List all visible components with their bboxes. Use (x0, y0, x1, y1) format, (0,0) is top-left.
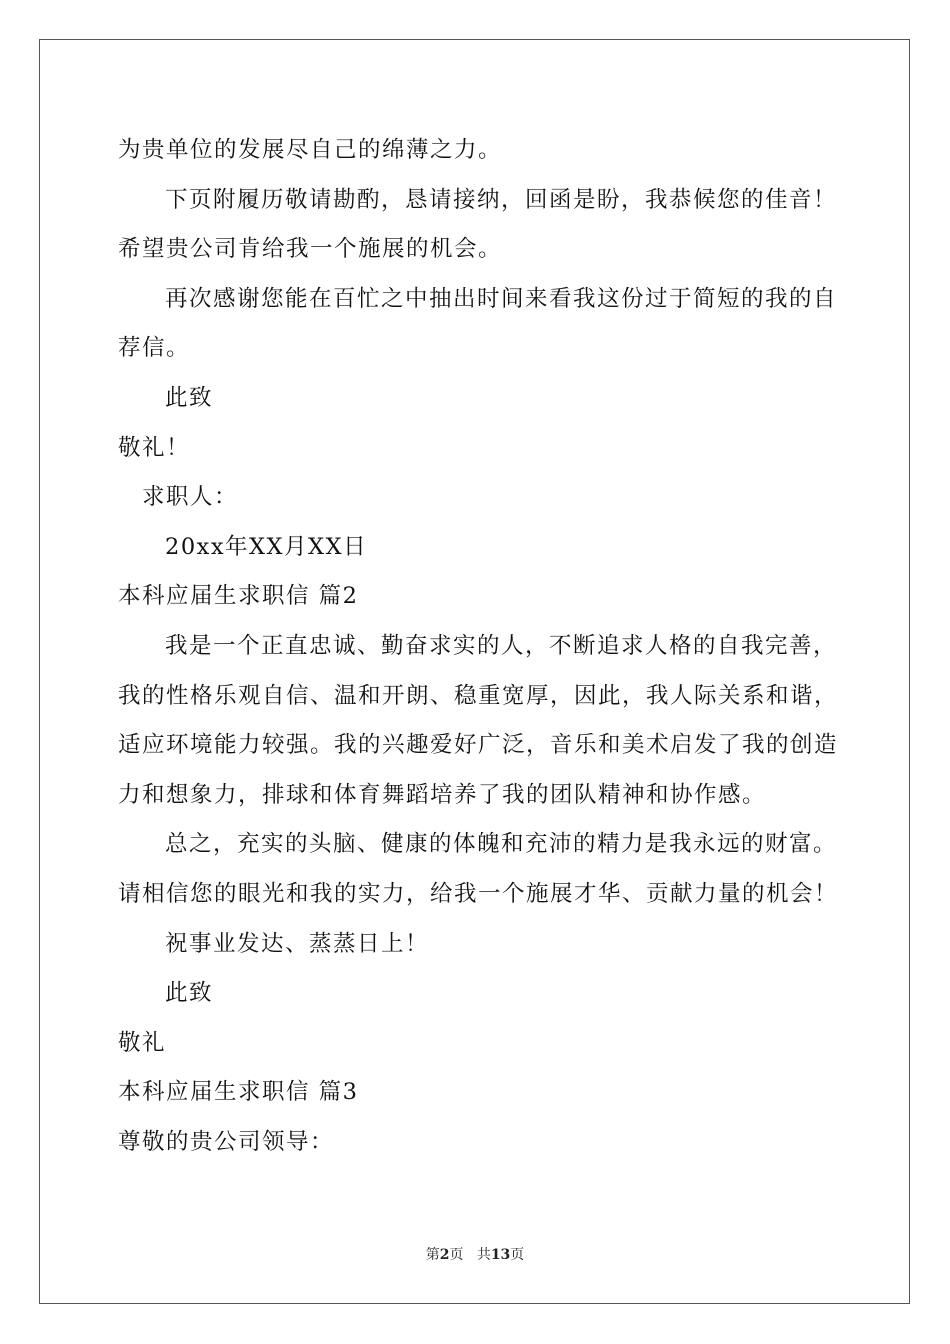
text-line: 敬礼 (118, 1029, 167, 1056)
text-line: 此致 (165, 980, 214, 1007)
text-line: 力和想象力，排球和体育舞蹈培养了我的团队精神和协作感。 (118, 781, 767, 808)
text-line: 尊敬的贵公司领导： (118, 1128, 335, 1155)
text-line: 下页附履历敬请勘酌，恳请接纳，回函是盼，我恭候您的佳音！ (165, 186, 838, 213)
text-line: 再次感谢您能在百忙之中抽出时间来看我这份过于简短的我的自 (165, 285, 838, 312)
footer-total-pages: 13 (490, 1247, 511, 1263)
text-line: 请相信您的眼光和我的实力，给我一个施展才华、贡献力量的机会！ (118, 880, 839, 907)
text-line: 敬礼！ (118, 434, 191, 461)
text-line: 总之，充实的头脑、健康的体魄和充沛的精力是我永远的财富。 (165, 831, 838, 858)
footer-page-prefix: 第 (425, 1247, 440, 1263)
text-line: 我的性格乐观自信、温和开朗、稳重宽厚，因此，我人际关系和谐， (118, 682, 839, 709)
text-line: 为贵单位的发展尽自己的绵薄之力。 (118, 137, 503, 163)
text-line: 20xx年XX月XX日 (165, 533, 368, 560)
page-footer (0, 1245, 950, 1265)
text-line: 本科应届生求职信 篇3 (118, 1079, 359, 1106)
text-line: 求职人： (142, 484, 239, 511)
text-line: 我是一个正直忠诚、勤奋求实的人，不断追求人格的自我完善， (165, 632, 838, 659)
text-line: 希望贵公司肯给我一个施展的机会。 (118, 236, 503, 263)
document-body (118, 126, 838, 1167)
footer-page-number: 2 (439, 1247, 450, 1263)
footer-page-suffix: 页 (449, 1247, 464, 1263)
text-line: 适应环境能力较强。我的兴趣爱好广泛，音乐和美术启发了我的创造 (118, 732, 839, 759)
footer-total-suffix: 页 (510, 1247, 525, 1263)
text-line: 本科应届生求职信 篇2 (118, 583, 359, 610)
text-line: 荐信。 (118, 335, 191, 362)
footer-total-prefix: 共 (476, 1247, 491, 1263)
text-line: 此致 (165, 384, 214, 411)
text-line: 祝事业发达、蒸蒸日上！ (165, 930, 430, 957)
